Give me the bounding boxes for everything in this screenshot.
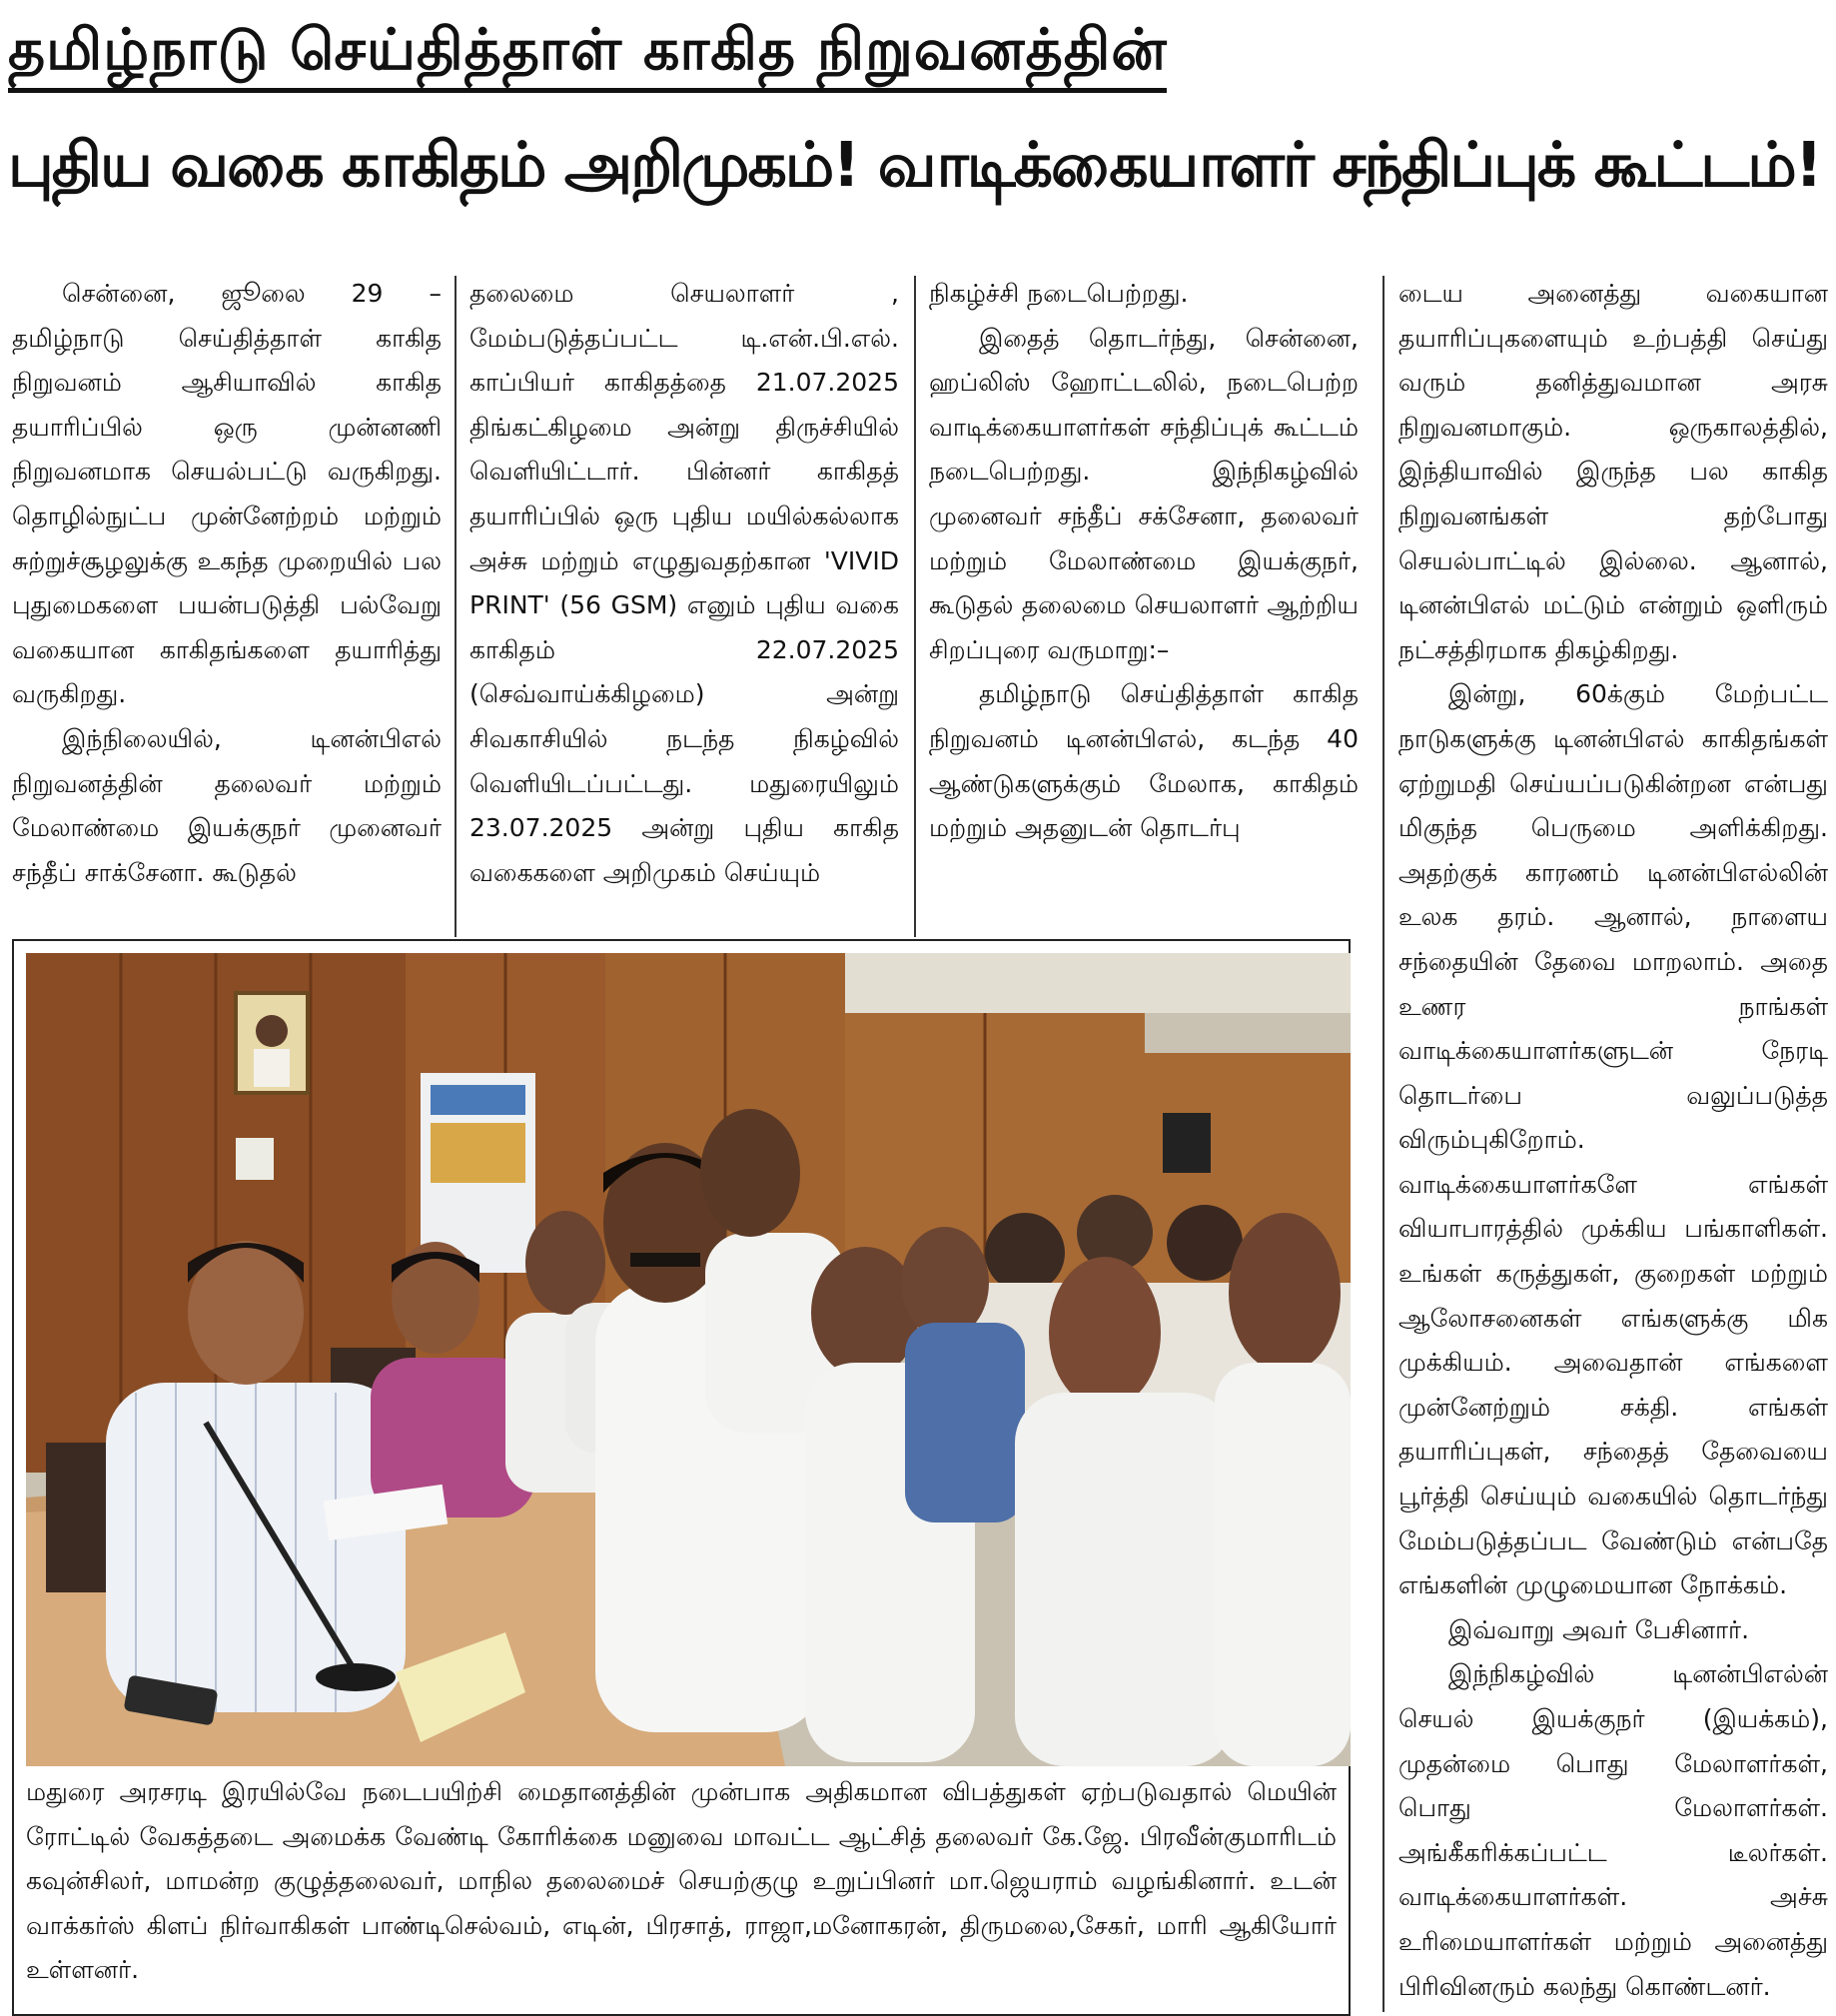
column-rule [914, 276, 916, 937]
column-rule [1382, 276, 1384, 2012]
photo-caption: மதுரை அரசரடி இரயில்வே நடைபயிற்சி மைதானத்தின் முன்பாக அதிகமான விபத்துகள் ஏற்படுவதால் மெயின் ரோட்டில் வேகத்தடை அமைக்க வேண்டி கோரிக்கை மனுவை மாவட்ட ஆட்சித் தலைவர் கே.ஜே. பிரவீன்குமாரிடம் கவுன்சிலர், மாமன்ற குழுத்தலைவர், மாநில தலைமைச் செயற்குழு உறுப்பினர் மா.ஜெயராம் வழங்கினார். உடன் வாக்கர்ஸ் கிளப் நிர்வாகிகள் பாண்டிசெல்வம், எடின், பிரசாத், ராஜா,மனோகரன், திருமலை,சேகர், மாரி ஆகியோர் உள்ளனர். [26, 1777, 1337, 1985]
kicker-underline [8, 88, 1167, 93]
paragraph: இந்நிகழ்வில் டினன்பிஎல்ன் செயல் இயக்குநர் (இயக்கம்), முதன்மை பொது மேலாளர்கள், பொது மேலாளர்கள். அங்கீகரிக்கப்பட்ட டீலர்கள். வாடிக்கையாளர்கள். அச்சு உரிமையாளர்கள் மற்றும் அனைத்து பிரிவினரும் கலந்து கொண்டனர். [1398, 1659, 1828, 2001]
paragraph: தலைமை செயலாளர் , மேம்படுத்தப்பட்ட டி.என்.பி.எல். காப்பியர் காகிதத்தை 21.07.2025 திங்கட்கிழமை அன்று திருச்சியில் வெளியிட்டார். பின்னர் காகிதத் தயாரிப்பில் ஒரு புதிய மயில்கல்லாக அச்சு மற்றும் எழுதுவதற்கான 'VIVID PRINT' (56 GSM) எனும் புதிய வகை காகிதம் 22.07.2025 (செவ்வாய்க்கிழமை) அன்று சிவகாசியில் நடந்த நிகழ்வில் வெளியிடப்பட்டது. மதுரையிலும் 23.07.2025 அன்று புதிய காகித வகைகளை அறிமுகம் செய்யும் [469, 279, 899, 887]
paragraph: சென்னை, ஜூலை 29 – தமிழ்நாடு செய்தித்தாள் காகித நிறுவனம் ஆசியாவில் காகித தயாரிப்பில் ஒரு முன்னணி நிறுவனமாக செயல்பட்டு வருகிறது. தொழில்நுட்ப முன்னேற்றம் மற்றும் சுற்றுச்சூழலுக்கு உகந்த முறையில் பல புதுமைகளை பயன்படுத்தி பல்வேறு வகையான காகிதங்களை தயாரித்து வருகிறது. [12, 279, 442, 709]
paragraph: இதைத் தொடர்ந்து, சென்னை, ஹப்லிஸ் ஹோட்டலில், நடைபெற்ற வாடிக்கையாளர்கள் சந்திப்புக் கூட்டம் நடைபெற்றது. இந்நிகழ்வில் முனைவர் சந்தீப் சக்சேனா, தலைவர் மற்றும் மேலாண்மை இயக்குநர், கூடுதல் தலைமை செயலாளர் ஆற்றிய சிறப்புரை வருமாறு:– [929, 323, 1359, 664]
paragraph: நிகழ்ச்சி நடைபெற்றது. [929, 279, 1189, 308]
kicker-heading: தமிழ்நாடு செய்தித்தாள் காகித நிறுவனத்தின் [8, 17, 1168, 83]
headline: புதிய வகை காகிதம் அறிமுகம்! வாடிக்கையாளர் சந்திப்புக் கூட்டம்! [8, 129, 1821, 201]
paragraph: தமிழ்நாடு செய்தித்தாள் காகித நிறுவனம் டினன்பிஎல், கடந்த 40 ஆண்டுகளுக்கும் மேலாக, காகிதம் மற்றும் அதனுடன் தொடர்பு [929, 679, 1359, 843]
article-column-2 [469, 272, 899, 941]
paragraph: இந்நிலையில், டினன்பிஎல் நிறுவனத்தின் தலைவர் மற்றும் மேலாண்மை இயக்குநர் முனைவர் சந்தீப் சாக்சேனா. கூடுதல் [12, 723, 442, 887]
news-photo [26, 953, 1351, 1766]
paragraph: இன்று, 60க்கும் மேற்பட்ட நாடுகளுக்கு டினன்பிஎல் காகிதங்கள் ஏற்றுமதி செய்யப்படுகின்றன என்பது மிகுந்த பெருமை அளிக்கிறது. அதற்குக் காரணம் டினன்பிஎல்லின் உலக தரம். ஆனால், நாளைய சந்தையின் தேவை மாறலாம். அதை உணர நாங்கள் வாடிக்கையாளர்களுடன் நேரடி தொடர்பை வலுப்படுத்த விரும்புகிறோம். வாடிக்கையாளர்களே எங்கள் வியாபாரத்தில் முக்கிய பங்காளிகள். உங்கள் கருத்துகள், குறைகள் மற்றும் ஆலோசனைகள் எங்களுக்கு மிக முக்கியம். அவைதான் எங்களை முன்னேற்றும் சக்தி. எங்கள் தயாரிப்புகள், சந்தைத் தேவையை பூர்த்தி செய்யும் வகையில் தொடர்ந்து மேம்படுத்தப்பட வேண்டும் என்பதே எங்களின் முழுமையான நோக்கம். [1398, 679, 1828, 1600]
column-rule [455, 276, 457, 937]
article-column-1 [12, 272, 442, 941]
article-column-3 [929, 272, 1359, 941]
paragraph: இவ்வாறு அவர் பேசினார். [1448, 1614, 1750, 1644]
paragraph: டைய அனைத்து வகையான தயாரிப்புகளையும் உற்பத்தி செய்து வரும் தனித்துவமான அரசு நிறுவனமாகும். ஒருகாலத்தில், இந்தியாவில் இருந்த பல காகித நிறுவனங்கள் தற்போது செயல்பாட்டில் இல்லை. ஆனால், டினன்பிஎல் மட்டும் என்றும் ஒளிரும் நட்சத்திரமாக திகழ்கிறது. [1398, 279, 1828, 664]
article-column-4 [1398, 272, 1828, 2010]
